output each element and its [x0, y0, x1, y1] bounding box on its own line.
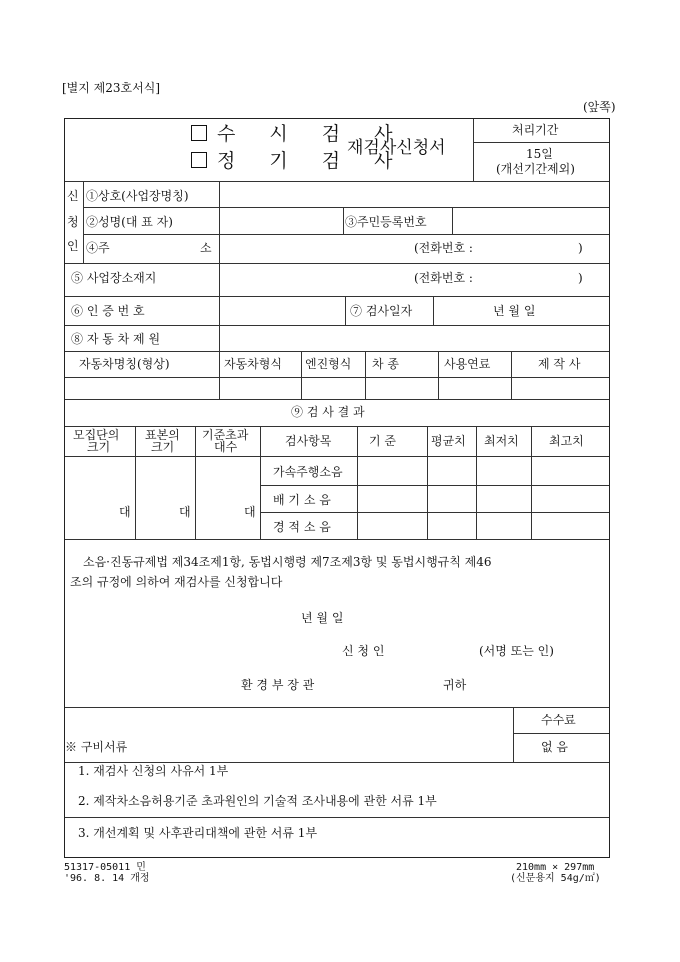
inspection-results-label: ⑨ 검 사 결 과 — [291, 405, 365, 419]
statement-line-1: 소음·진동규제법 제34조제1항, 동법시행령 제7조제3항 및 동법시행규칙 제46 — [83, 555, 492, 569]
checkbox-regular[interactable] — [191, 152, 207, 168]
header-standard: 기 준 — [369, 434, 396, 448]
processing-period-days: 15일 — [526, 147, 553, 161]
applicant-phone-close: ) — [578, 241, 583, 255]
vehicle-header-name: 자동차명칭(형상) — [79, 357, 170, 371]
vehicle-header-maker: 제 작 사 — [538, 357, 581, 371]
test-item-acceleration: 가속주행소음 — [273, 465, 343, 479]
signature-label: (서명 또는 인) — [479, 644, 554, 658]
applicant-group-char-2: 청 — [67, 215, 79, 229]
sample-unit: 대 — [179, 505, 191, 519]
applicant-group-char-1: 신 — [67, 189, 79, 203]
vehicle-header-fuel: 사용연료 — [444, 357, 491, 371]
footer-revised-date: '96. 8. 14 개정 — [64, 873, 150, 884]
site-phone-label: (전화번호 : — [414, 271, 473, 285]
representative-name-label: ②성명(대 표 자) — [86, 215, 173, 229]
processing-period-label: 처리기간 — [512, 123, 559, 137]
population-unit: 대 — [119, 505, 131, 519]
application-date: 년 월 일 — [301, 611, 344, 625]
title-option-occasional: 수 시 검 사 — [191, 123, 407, 145]
addressee: 환 경 부 장 관 — [241, 678, 315, 692]
form-title: 재검사신청서 — [347, 138, 446, 158]
applicant-phone-label: (전화번호 : — [414, 241, 473, 255]
test-item-exhaust: 배 기 소 음 — [273, 493, 331, 507]
header-population-size-1: 모집단의 — [73, 428, 120, 442]
site-phone-close: ) — [578, 271, 583, 285]
application-form — [64, 118, 610, 858]
site-location-label: ⑤ 사업장소재지 — [71, 271, 157, 285]
footer-form-code: 51317-05011 민 — [64, 862, 146, 873]
applicant-group-char-3: 인 — [67, 239, 79, 253]
test-item-horn: 경 적 소 음 — [273, 520, 331, 534]
address-label: ④주 소 — [86, 241, 212, 255]
form-number: [별지 제23호서식] — [62, 81, 160, 95]
header-population-size-2: 크기 — [87, 440, 111, 454]
statement-line-2: 조의 규정에 의하여 재검사를 신청합니다 — [70, 575, 283, 589]
header-test-item: 검사항목 — [285, 434, 332, 448]
fee-label: 수수료 — [541, 713, 576, 727]
header-minimum: 최저치 — [484, 434, 519, 448]
inspection-date-label: ⑦ 검사일자 — [350, 304, 413, 318]
page-side-label: (앞쪽) — [583, 100, 616, 114]
vehicle-spec-label: ⑧ 자 동 차 제 원 — [71, 332, 161, 346]
footer-paper-type: (신문용지 54g/㎡) — [510, 873, 601, 884]
header-sample-size-2: 크기 — [151, 440, 175, 454]
header-sample-size-1: 표본의 — [145, 428, 180, 442]
required-document-3: 3. 개선계획 및 사후관리대책에 관한 서류 1부 — [78, 826, 318, 840]
required-documents-title: ※ 구비서류 — [65, 740, 128, 754]
checkbox-occasional[interactable] — [191, 125, 207, 141]
applicant-name-label: 신 청 인 — [342, 644, 385, 658]
header-exceed-count-1: 기준초과 — [202, 428, 249, 442]
footer-paper-size: 210mm × 297mm — [516, 862, 595, 873]
resident-number-label: ③주민등록번호 — [345, 215, 427, 229]
vehicle-header-engine: 엔진형식 — [305, 357, 352, 371]
title-option-regular: 정 기 검 사 — [191, 150, 407, 172]
certification-number-label: ⑥ 인 증 번 호 — [71, 304, 145, 318]
addressee-suffix: 귀하 — [443, 678, 467, 692]
fee-value: 없 음 — [541, 740, 568, 754]
inspection-date-value: 년 월 일 — [493, 304, 536, 318]
vehicle-header-model: 자동차형식 — [224, 357, 282, 371]
exceed-unit: 대 — [244, 505, 256, 519]
required-document-1: 1. 재검사 신청의 사유서 1부 — [78, 764, 229, 778]
vehicle-header-type: 차 종 — [372, 357, 399, 371]
required-document-2: 2. 제작차소음허용기준 초과원인의 기술적 조사내용에 관한 서류 1부 — [78, 794, 437, 808]
company-name-label: ①상호(사업장명칭) — [86, 189, 189, 203]
header-exceed-count-2: 대수 — [214, 440, 238, 454]
processing-period-note: (개선기간제외) — [496, 162, 575, 176]
header-average: 평균치 — [431, 434, 466, 448]
header-maximum: 최고치 — [549, 434, 584, 448]
